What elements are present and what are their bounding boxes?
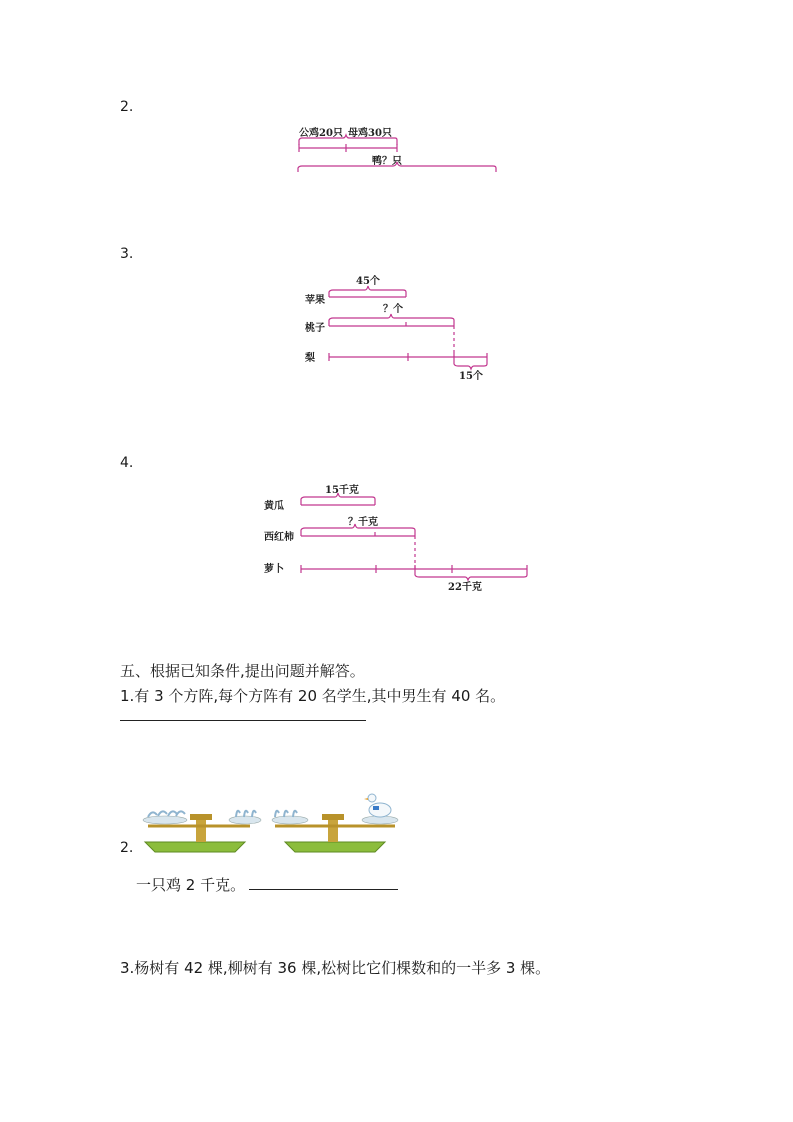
question-number-3: 3. <box>120 246 134 262</box>
value-extra-pear: 15个 <box>459 371 483 382</box>
section5-question-1: 1.有 3 个方阵,每个方阵有 20 名学生,其中男生有 40 名。 <box>120 687 506 705</box>
label-rooster: 公鸡20只 <box>299 128 343 139</box>
label-hen: 母鸡30只 <box>348 128 392 139</box>
label-tomato: 西红柿 <box>264 532 294 543</box>
question-number-2: 2. <box>120 99 134 115</box>
right-balance-scale <box>272 794 398 852</box>
value-apple: 45个 <box>356 276 380 287</box>
section5-question-3: 3.杨树有 42 棵,柳树有 36 棵,松树比它们棵数和的一半多 3 棵。 <box>120 959 551 977</box>
value-cucumber: 15千克 <box>325 485 359 496</box>
label-pear: 梨 <box>305 353 315 364</box>
section5-heading: 五、根据已知条件,提出问题并解答。 <box>120 662 365 680</box>
value-tomato: ？千克 <box>348 517 378 528</box>
section5-question-2-text: 一只鸡 2 千克。 <box>136 876 246 894</box>
label-apple: 苹果 <box>305 295 325 306</box>
section5-question-2-number: 2. <box>120 840 134 856</box>
value-peach: ？个 <box>383 304 403 315</box>
left-balance-scale <box>143 811 261 852</box>
value-extra-radish: 22千克 <box>448 582 482 593</box>
question-number-4: 4. <box>120 455 134 471</box>
label-cucumber: 黄瓜 <box>264 501 284 512</box>
label-radish: 萝卜 <box>264 564 284 575</box>
label-duck: 鸭？只 <box>372 156 402 167</box>
label-peach: 桃子 <box>305 323 325 334</box>
answer-line-2[interactable] <box>249 889 398 890</box>
